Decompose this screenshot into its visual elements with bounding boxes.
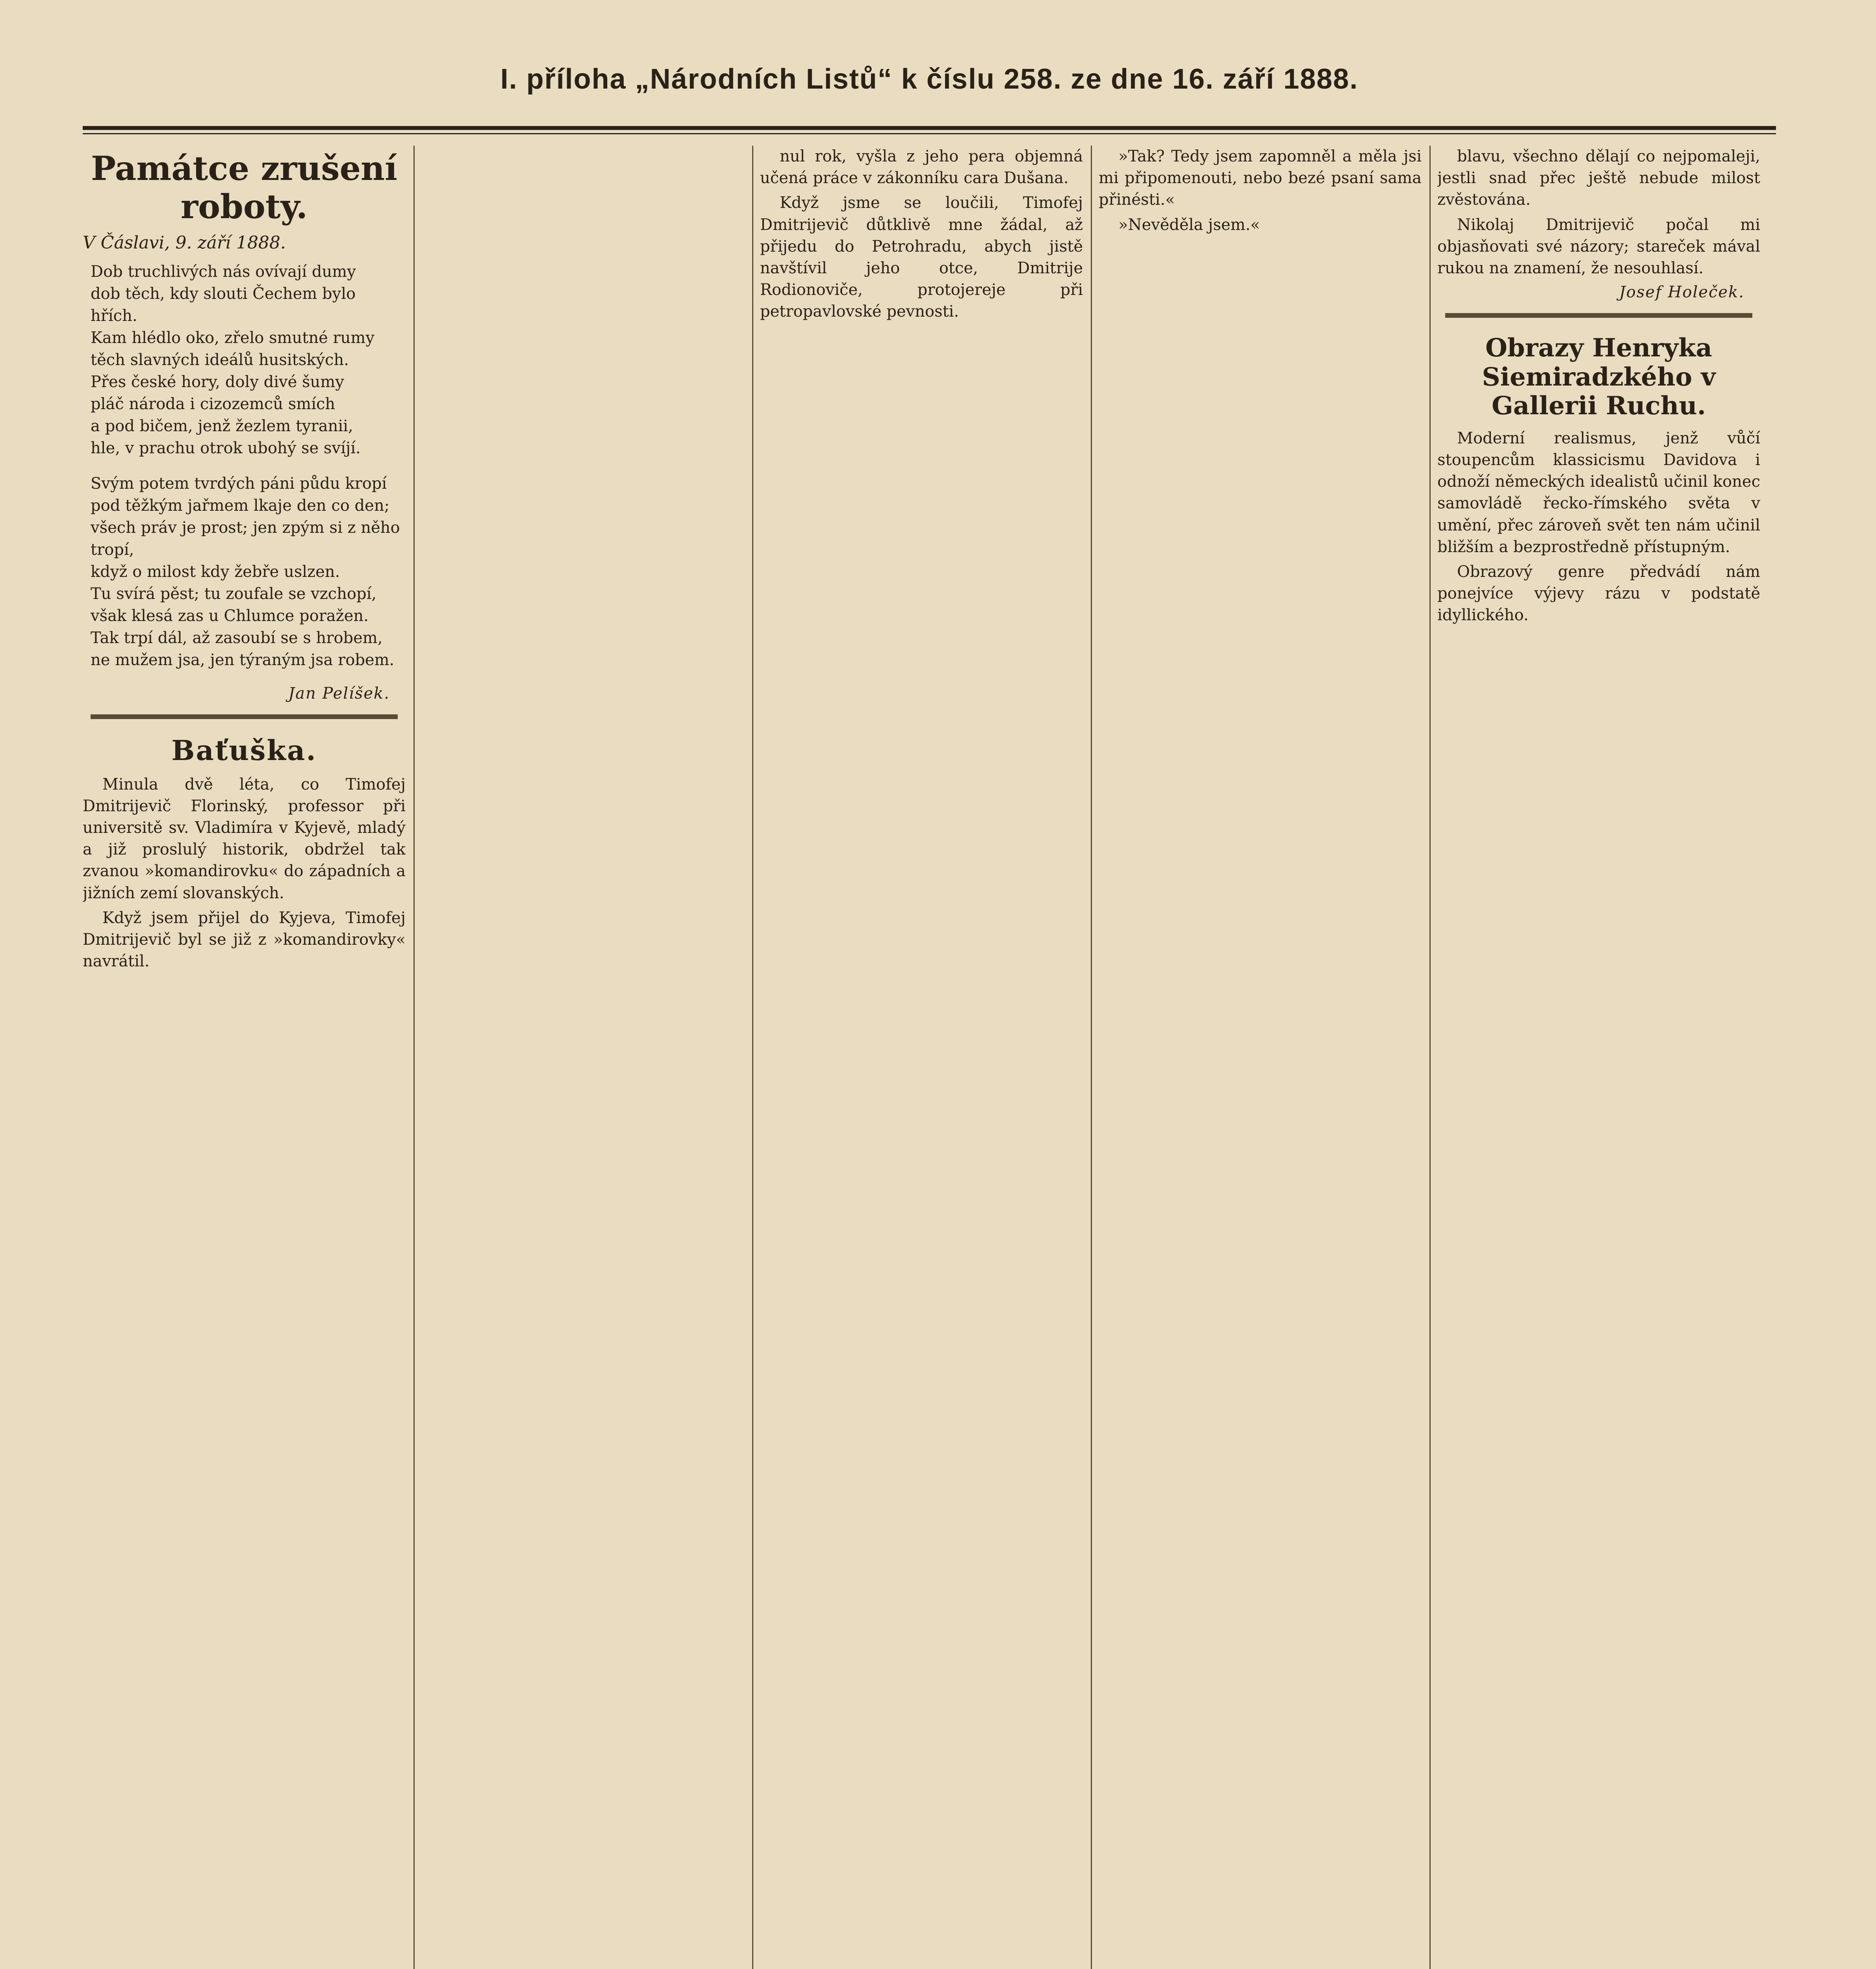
paragraph: Minula dvě léta, co Timofej Dmitrijevič Florinský, professor při universitě sv. Vladimíra v Kyjevě, mladý a již proslulý historik, obdržel tak zvanou »komandirovku« do západních a jižních zemí slovanských. <box>83 775 406 902</box>
paragraph: Obrazový genre předvádí nám ponejvíce výjevy rázu v podstatě idyllického. <box>1437 563 1760 625</box>
article-separator <box>91 714 398 719</box>
paragraph: Moderní realismus, jenž vůčí stoupencům klassicismu Davidova i odnoží německých idealistů učinil konec samovládě řecko-římského světa v umění, přec zároveň svět ten nám učinil bližším a bezprostředně přístupným. <box>1437 429 1760 556</box>
paragraph: Když jsem přijel do Kyjeva, Timofej Dmitrijevič byl se již z »komandirovky« navrátil. <box>83 908 406 971</box>
column-divider <box>1429 146 1431 1969</box>
newspaper-header: I. příloha „Národních Listů“ k číslu 258. ze dne 16. září 1888. <box>500 63 1359 95</box>
paragraph: Nikolaj Dmitrijevič počal mi objasňovati své názory; stareček mával rukou na znamení, že nesouhlasí. <box>1437 215 1760 277</box>
poem <box>91 261 406 671</box>
newspaper-page <box>83 47 1776 1969</box>
column-1 <box>83 146 406 1969</box>
poem-stanza: Dob truchlivých nás ovívají dumy dob těch, kdy slouti Čechem bylo hřích. Kam hlédlo oko, zřelo smutné rumy těch slavných ideálů husitských. Přes české hory, doly divé šumy pláč národa i cizozemců smích a pod bičem, jenž žezlem tyranii, hle, v prachu otrok ubohý se svíjí. <box>91 263 374 458</box>
column-divider <box>752 146 753 1969</box>
article-body <box>1437 146 1760 279</box>
column-divider <box>1091 146 1092 1969</box>
column-divider <box>413 146 415 1969</box>
article-title: Památce zrušení roboty. <box>91 149 398 226</box>
article-title: Obrazy Henryka Siemiradzkého v Gallerii Ruchu. <box>1482 333 1716 421</box>
article-separator <box>1445 313 1752 318</box>
poem-stanza: Svým potem tvrdých páni půdu kropí pod těžkým jařmem lkaje den co den; všech práv je prost; jen zpým si z něho tropí, když o milost kdy žebře uslzen. Tu svírá pěst; tu zoufale se vzchopí, však klesá zas u Chlumce poražen. Tak trpí dál, až zasoubí se s hrobem, ne mužem jsa, jen týraným jsa robem. <box>91 475 400 669</box>
paragraph: Když jsme se loučili, Timofej Dmitrijevič důtklivě mne žádal, až přijedu do Petrohradu, abych jistě navštívil jeho otce, Dmitrije Rodionoviče, protojereje při petropavlovské pevnosti. <box>760 194 1083 321</box>
article-body <box>1099 146 1422 236</box>
dateline: V Čáslavi, 9. září 1888. <box>83 233 286 253</box>
column-2 <box>421 146 744 1969</box>
article-body <box>83 774 406 973</box>
article-body <box>1437 428 1760 627</box>
column-5 <box>1437 146 1760 1969</box>
paragraph: blavu, všechno dělají co nejpomaleji, jestli snad přec ještě nebude milost zvěstována. <box>1437 147 1760 209</box>
column-4 <box>1099 146 1422 1969</box>
author-signature: Jan Pelíšek. <box>288 684 390 703</box>
header-rule <box>83 126 1776 130</box>
paragraph: »Tak? Tedy jsem zapomněl a měla jsi mi připomenouti, nebo bezé psaní sama přinésti.« <box>1099 147 1422 209</box>
article-body <box>760 146 1083 323</box>
paragraph: nul rok, vyšla z jeho pera objemná učená práce v zákonníku cara Dušana. <box>760 147 1083 187</box>
column-3 <box>760 146 1083 1969</box>
paragraph: »Nevěděla jsem.« <box>1118 215 1260 234</box>
header-rule-thin <box>83 133 1776 134</box>
article-title: Baťuška. <box>171 734 317 767</box>
author-signature: Josef Holeček. <box>1619 283 1744 302</box>
